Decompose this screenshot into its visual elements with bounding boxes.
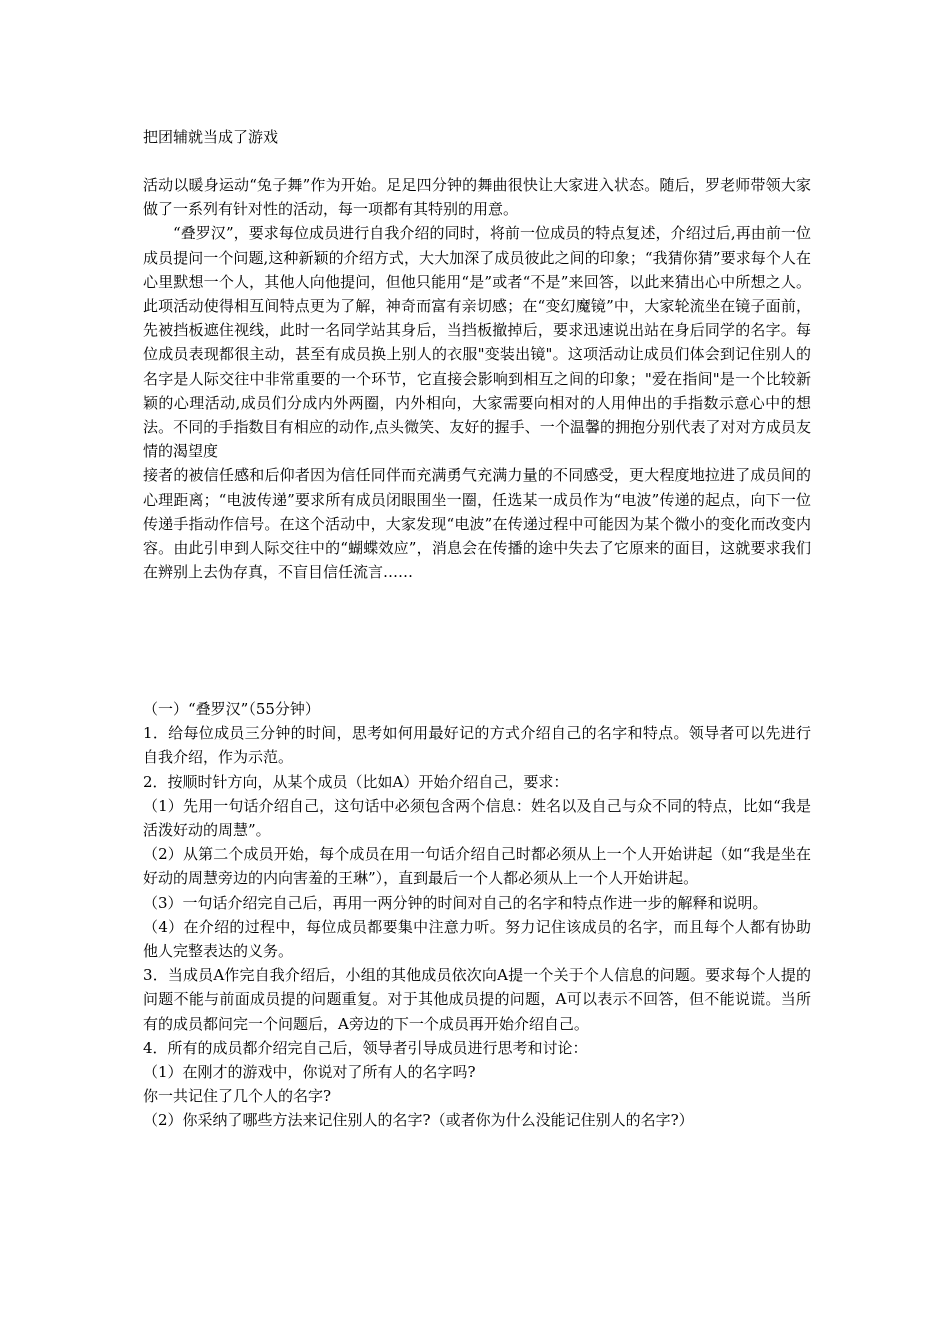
step-1: 1．给每位成员三分钟的时间，思考如何用最好记的方式介绍自己的名字和特点。领导者可以先进行自我介绍，作为示范。 <box>143 724 811 767</box>
step-4-question-1-followup: 你一共记住了几个人的名字? <box>143 1087 332 1106</box>
step-4: 4．所有的成员都介绍完自己后，领导者引导成员进行思考和讨论： <box>143 1038 588 1057</box>
paragraph-trust-and-signal: 接者的被信任感和后仰者因为信任同伴而充满勇气充满力量的不同感受，更大程度地拉进了成员间的心理距离；“电波传递”要求所有成员闭眼围坐一圈，任选某一成员作为“电波”传递的起点，向下一位传递手指动作信号。在这个活动中，大家发现“电波”在传递过程中可能因为某个微小的变化而改变内容。由此引申到人际交往中的“蝴蝶效应”，消息会在传播的途中失去了它原来的面目，这就要求我们在辨别上去伪存真，不盲目信任流言…… <box>143 466 811 582</box>
section-heading: （一）“叠罗汉”（55分钟） <box>143 700 320 718</box>
step-2-item-4: （4）在介绍的过程中，每位成员都要集中注意力听。努力记住该成员的名字，而且每个人都有协助他人完整表达的义务。 <box>143 917 811 961</box>
step-2-item-1: （1）先用一句话介绍自己，这句话中必须包含两个信息：姓名以及自己与众不同的特点，比如“我是活泼好动的周慧”。 <box>143 796 811 840</box>
activity-report-section <box>143 173 811 584</box>
step-2: 2．按顺时针方向，从某个成员（比如A）开始介绍自己，要求： <box>143 772 569 791</box>
step-2-item-2: （2）从第二个成员开始，每个成员在用一句话介绍自己时都必须从上一个人开始讲起（如“我是坐在好动的周慧旁边的内向害羞的王琳”），直到最后一个人都必须从上一个人开始讲起。 <box>143 845 811 888</box>
step-2-item-3: （3）一句话介绍完自己后，再用一两分钟的时间对自己的名字和特点作进一步的解释和说明。 <box>143 893 768 912</box>
step-3: 3．当成员A作完自我介绍后，小组的其他成员依次向A提一个关于个人信息的问题。要求每个人提的问题不能与前面成员提的问题重复。对于其他成员提的问题，A可以表示不回答，但不能说谎。当所有的成员都问完一个问题后，A旁边的下一个成员再开始介绍自己。 <box>143 966 811 1033</box>
activity-plan-section <box>143 697 811 1133</box>
paragraph-warmup: 活动以暖身运动“兔子舞”作为开始。足足四分钟的舞曲很快让大家进入状态。随后，罗老师带领大家做了一系列有针对性的活动，每一项都有其特别的用意。 <box>143 176 811 219</box>
document-title: 把团辅就当成了游戏 <box>143 128 279 146</box>
step-4-question-1: （1）在刚才的游戏中，你说对了所有人的名字吗? <box>143 1063 476 1082</box>
paragraph-activities: “叠罗汉”，要求每位成员进行自我介绍的同时，将前一位成员的特点复述，介绍过后,再由前一位成员提问一个问题,这种新颖的介绍方式，大大加深了成员彼此之间的印象；“我猜你猜”要求每个人在心里默想一个人，其他人向他提问，但他只能用“是”或者“不是”来回答，以此来猜出心中所想之人。此项活动使得相互间特点更为了解，神奇而富有亲切感；在“变幻魔镜”中，大家轮流坐在镜子面前，先被挡板遮住视线，此时一名同学站其身后，当挡板撤掉后，要求迅速说出站在身后同学的名字。每位成员表现都很主动，甚至有成员换上别人的衣服"变装出镜"。这项活动让成员们体会到记住别人的名字是人际交往中非常重要的一个环节，它直接会影响到相互之间的印象；"爱在指间"是一个比较新颖的心理活动,成员们分成内外两圈，内外相向，大家需要向相对的人用伸出的手指数示意心中的想法。不同的手指数目有相应的动作,点头微笑、友好的握手、一个温馨的拥抱分别代表了对对方成员友情的渴望度 <box>143 224 811 461</box>
step-4-question-2: （2）你采纳了哪些方法来记住别人的名字?（或者你为什么没能记住别人的名字?） <box>143 1111 694 1130</box>
